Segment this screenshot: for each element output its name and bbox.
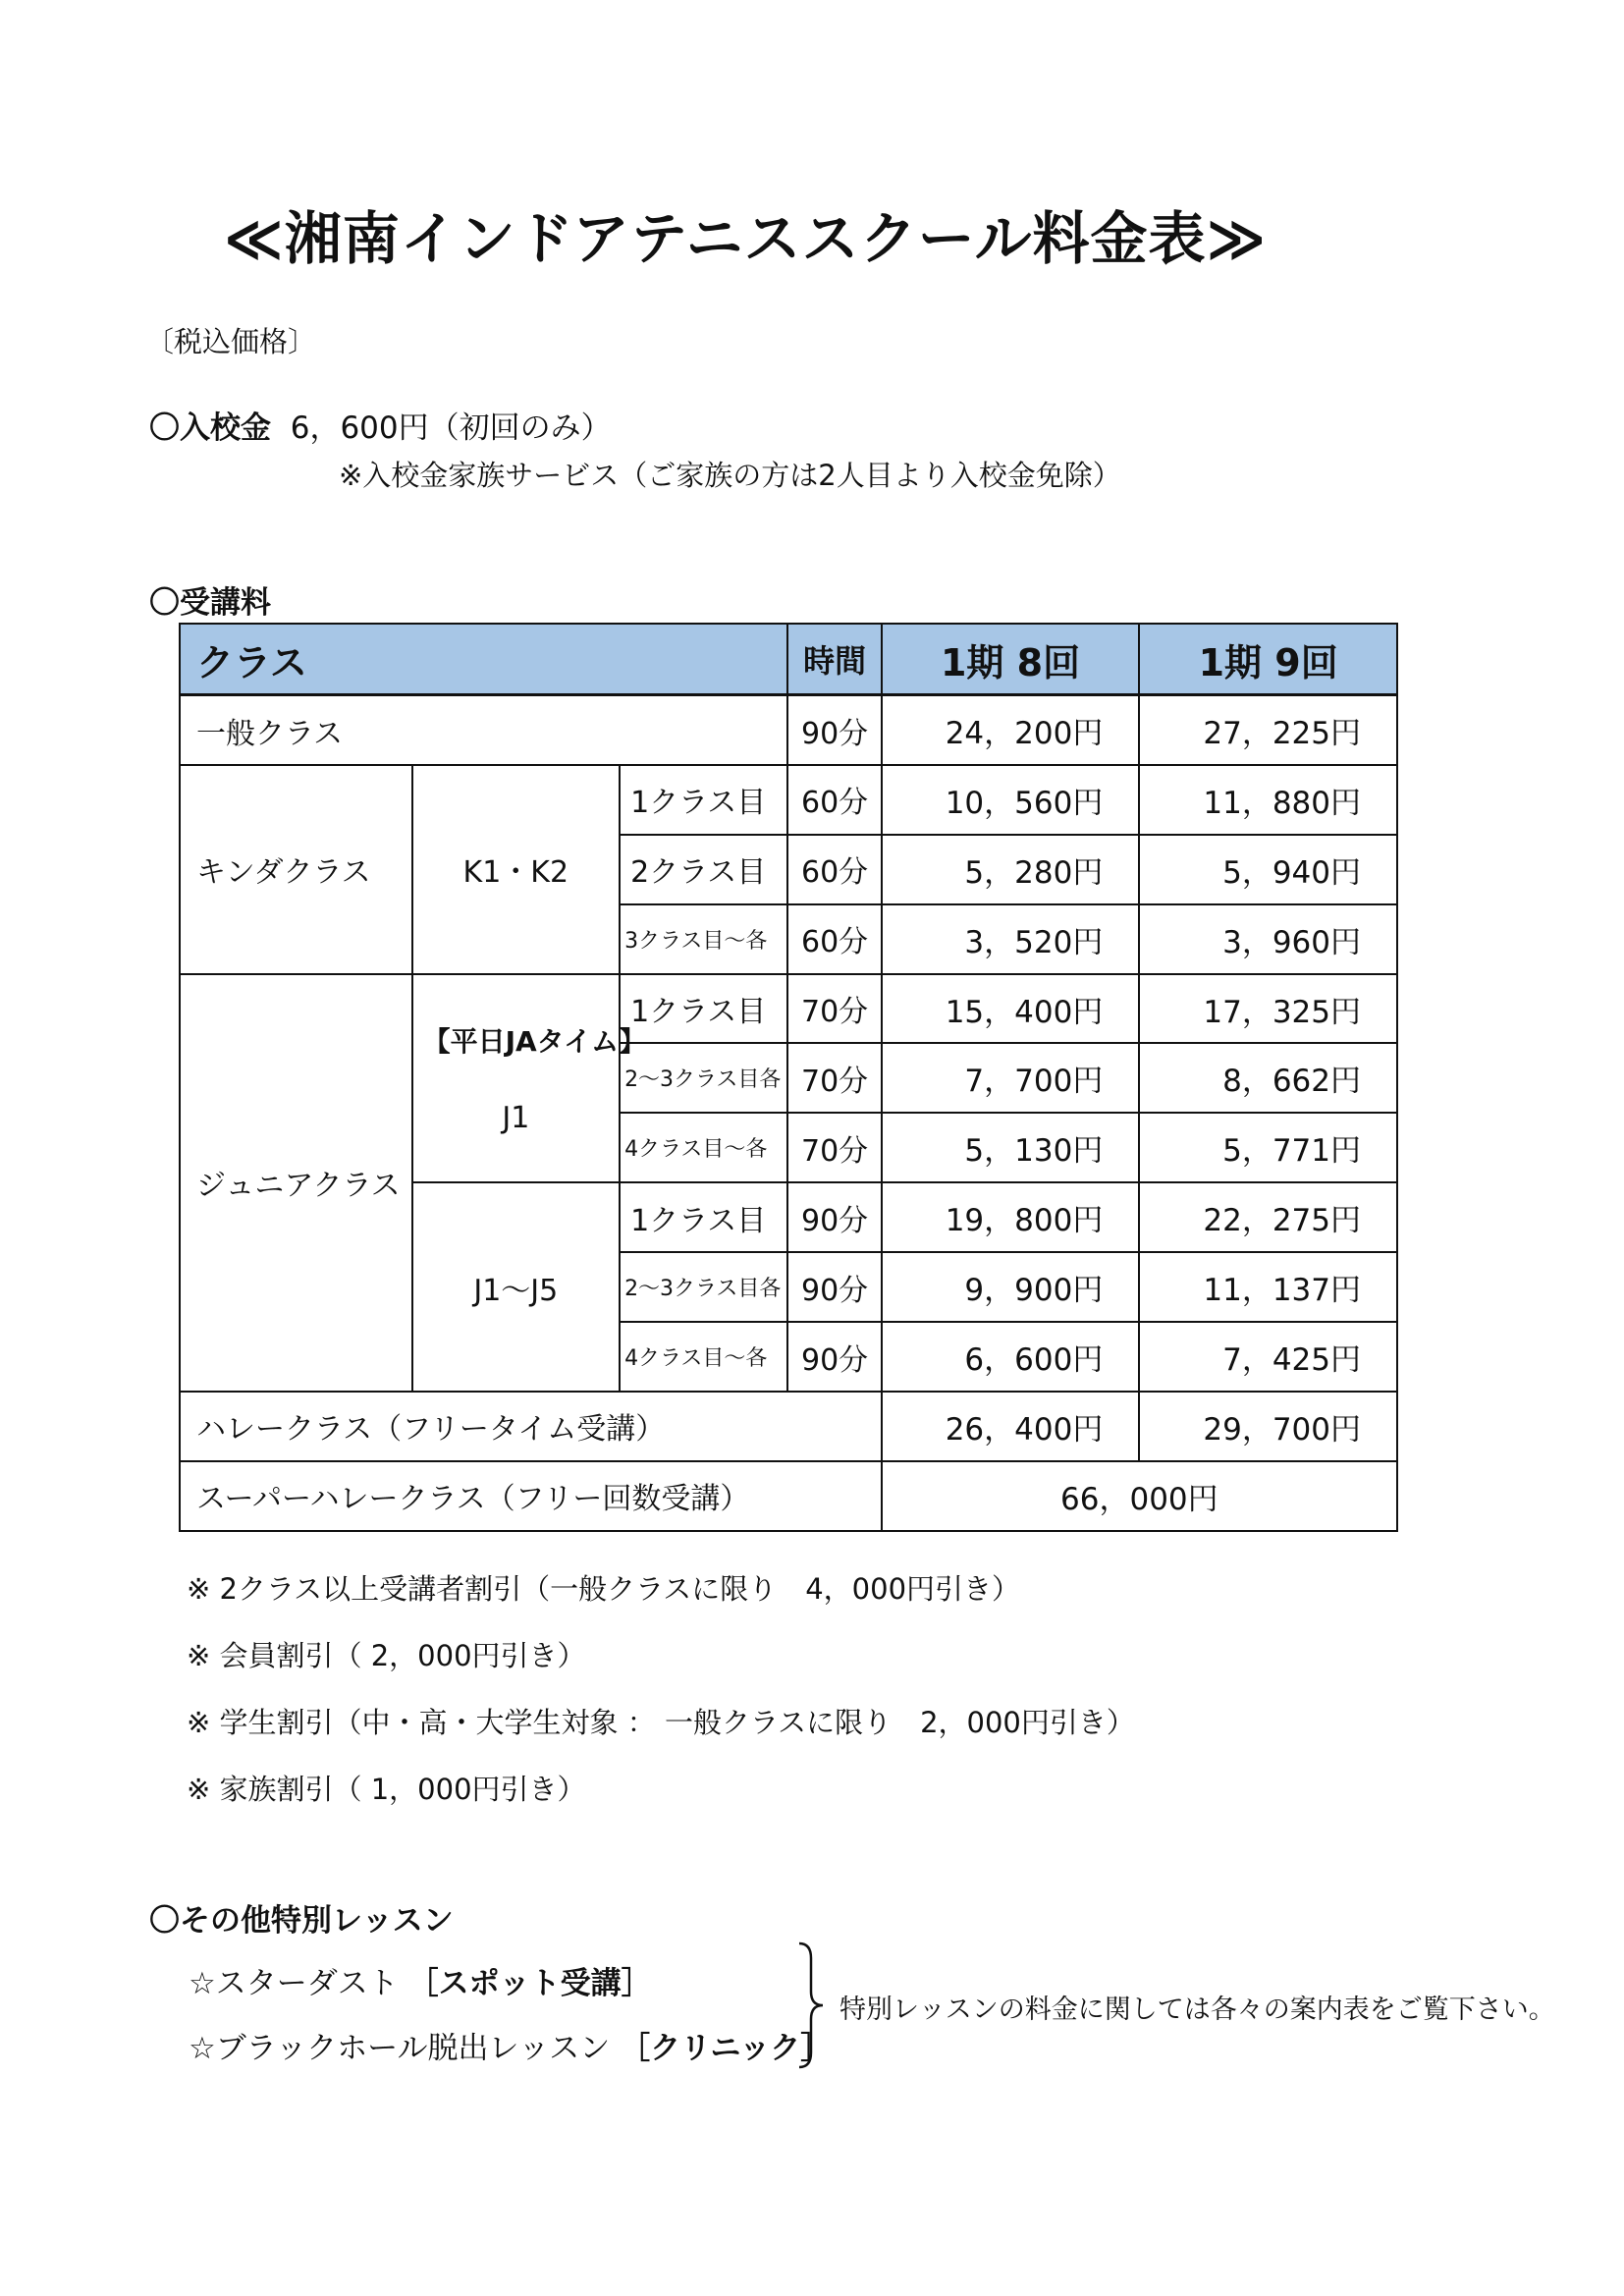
- page-title: ≪湘南インドアテニススクール料金表≫: [224, 205, 1268, 272]
- junior-class-name: ジュニアクラス: [180, 974, 412, 1392]
- tuition-table: [179, 623, 1398, 1532]
- general-time: 90分: [787, 695, 881, 765]
- row-time: 90分: [787, 1252, 881, 1322]
- table-row: [180, 974, 1397, 1044]
- row-price-9: 22，275円: [1139, 1182, 1397, 1252]
- row-time: 60分: [787, 765, 881, 835]
- admission-condition: （初回のみ）: [428, 410, 612, 446]
- super-halle-class-name: スーパーハレークラス（フリー回数受講）: [180, 1461, 882, 1531]
- kinder-level: K1・K2: [412, 765, 621, 974]
- row-price-9: 17，325円: [1139, 974, 1397, 1044]
- admission-amount: 6，600円: [290, 410, 429, 446]
- junior-ja-level: J1: [502, 1101, 530, 1136]
- discount-member: ※ 会員割引（ 2，000円引き）: [187, 1639, 586, 1672]
- lesson-tag: ［クリニック］: [620, 2031, 832, 2066]
- general-price-9: 27，225円: [1139, 695, 1397, 765]
- row-sub-label: 3クラス目～各: [620, 904, 787, 974]
- curly-brace-icon: [793, 1941, 833, 2070]
- lesson-name: ☆ブラックホール脱出レッスン: [189, 2031, 611, 2066]
- row-sub-label: 1クラス目: [620, 765, 787, 835]
- table-header-row: [180, 624, 1397, 695]
- row-price-8: 3，520円: [882, 904, 1140, 974]
- row-price-9: 7，425円: [1139, 1322, 1397, 1392]
- general-price-8: 24，200円: [882, 695, 1140, 765]
- special-section-label: 〇その他特別レッスン: [149, 1903, 454, 1939]
- row-price-9: 8，662円: [1139, 1043, 1397, 1113]
- row-price-8: 15，400円: [882, 974, 1140, 1044]
- admission-family-note: ※入校金家族サービス（ご家族の方は2人目より入校金免除）: [339, 459, 1121, 492]
- row-price-9: 11，137円: [1139, 1252, 1397, 1322]
- row-sub-label: 4クラス目～各: [620, 1113, 787, 1182]
- row-time: 90分: [787, 1182, 881, 1252]
- row-price-8: 7，700円: [882, 1043, 1140, 1113]
- header-class: クラス: [180, 624, 787, 695]
- halle-price-9: 29，700円: [1139, 1392, 1397, 1461]
- special-lesson-note: 特別レッスンの料金に関しては各々の案内表をご覧下さい。: [839, 1995, 1555, 2025]
- general-class-name: 一般クラス: [180, 695, 787, 765]
- row-sub-label: 1クラス目: [620, 1182, 787, 1252]
- row-sub-label: 2～3クラス目各: [620, 1252, 787, 1322]
- junior-ja-cell: [412, 974, 647, 1183]
- tax-note: 〔税込価格〕: [145, 325, 317, 358]
- row-time: 70分: [787, 974, 881, 1044]
- junior-level-range: J1～J5: [412, 1182, 621, 1392]
- discount-family: ※ 家族割引（ 1，000円引き）: [187, 1773, 586, 1806]
- row-price-9: 5，940円: [1139, 835, 1397, 904]
- discount-student: ※ 学生割引（中・高・大学生対象 ： 一般クラスに限り 2，000円引き）: [187, 1706, 1135, 1739]
- row-price-8: 10，560円: [882, 765, 1140, 835]
- table-row-super-halle: [180, 1461, 1397, 1531]
- lesson-tag: ［スポット受講］: [407, 1966, 652, 2001]
- header-period-9: 1期 9回: [1139, 624, 1397, 695]
- row-price-9: 11，880円: [1139, 765, 1397, 835]
- row-price-8: 5，130円: [882, 1113, 1140, 1182]
- row-time: 70分: [787, 1113, 881, 1182]
- table-row: [180, 765, 1397, 835]
- lesson-name: ☆スターダスト: [189, 1966, 399, 2001]
- row-time: 90分: [787, 1322, 881, 1392]
- table-row-halle: [180, 1392, 1397, 1461]
- row-sub-label: 2クラス目: [620, 835, 787, 904]
- row-price-9: 5，771円: [1139, 1113, 1397, 1182]
- header-period-8: 1期 8回: [882, 624, 1140, 695]
- special-lesson-stardust: [189, 1958, 652, 2002]
- junior-ja-tag: 【平日JAタイム】: [422, 1025, 647, 1059]
- admission-label: 〇入校金: [149, 410, 271, 446]
- table-row-general: [180, 695, 1397, 765]
- row-sub-label: 1クラス目: [620, 974, 787, 1044]
- halle-price-8: 26，400円: [882, 1392, 1140, 1461]
- row-price-8: 6，600円: [882, 1322, 1140, 1392]
- row-time: 60分: [787, 904, 881, 974]
- row-price-8: 19，800円: [882, 1182, 1140, 1252]
- special-lesson-blackhole: [189, 2023, 831, 2067]
- discount-multi-class: ※ 2クラス以上受講者割引（一般クラスに限り 4，000円引き）: [187, 1572, 1021, 1606]
- admission-fee-line: [149, 403, 612, 447]
- row-price-8: 5，280円: [882, 835, 1140, 904]
- row-sub-label: 2～3クラス目各: [620, 1043, 787, 1113]
- halle-class-name: ハレークラス（フリータイム受講）: [180, 1392, 882, 1461]
- row-price-9: 3，960円: [1139, 904, 1397, 974]
- tuition-section-label: 〇受講料: [149, 585, 271, 621]
- row-time: 70分: [787, 1043, 881, 1113]
- row-time: 60分: [787, 835, 881, 904]
- row-price-8: 9，900円: [882, 1252, 1140, 1322]
- row-sub-label: 4クラス目～各: [620, 1322, 787, 1392]
- header-time: 時間: [787, 624, 881, 695]
- kinder-class-name: キンダクラス: [180, 765, 412, 974]
- super-halle-price: 66，000円: [882, 1461, 1397, 1531]
